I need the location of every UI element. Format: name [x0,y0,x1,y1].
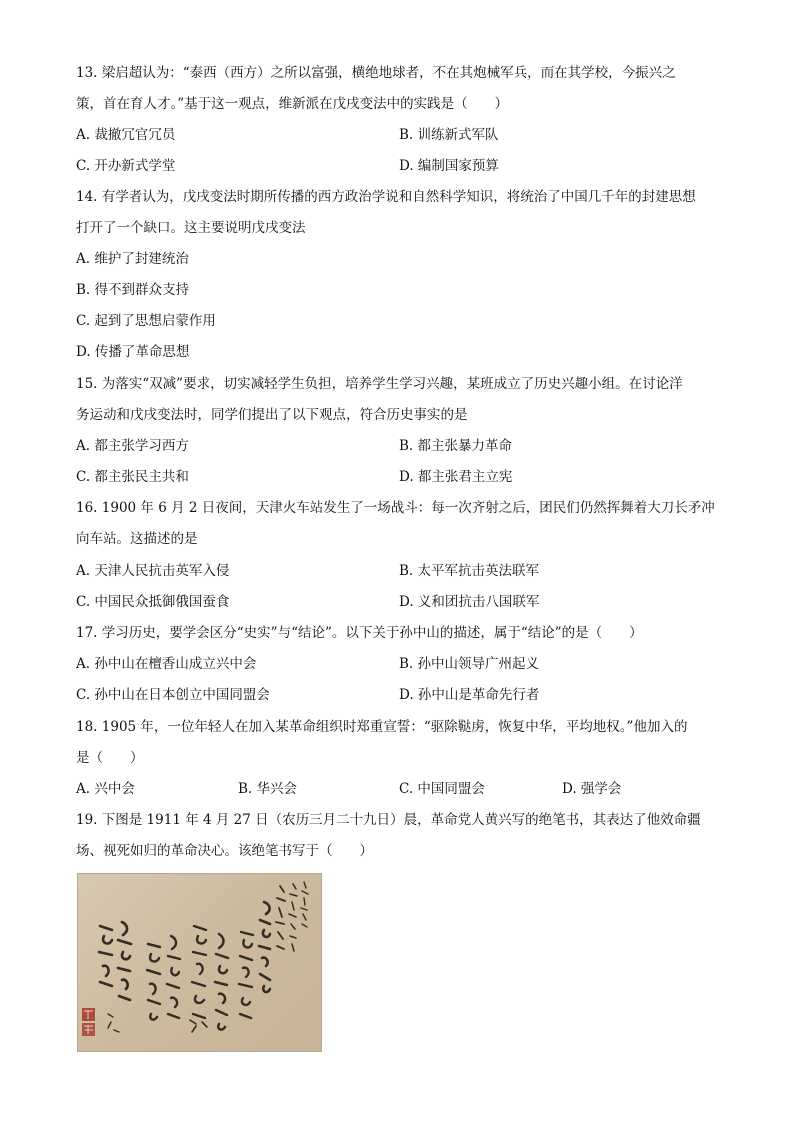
q16-option-c: C. 中国民众抵御俄国蚕食 [76,594,230,610]
q17-option-c: C. 孙中山在日本创立中国同盟会 [76,687,270,703]
q13-option-b: B. 训练新式军队 [399,127,499,143]
q13-option-c: C. 开办新式学堂 [76,158,176,174]
q18-option-c: C. 中国同盟会 [399,781,485,797]
q13-option-d: D. 编制国家预算 [399,158,499,174]
q13-option-a: A. 裁撤冗官冗员 [76,127,176,143]
q14-stem-line2: 打开了一个缺口。这主要说明戊戌变法 [76,220,306,236]
q18-option-d: D. 强学会 [562,781,622,797]
q15-stem-line1: 15. 为落实“双减”要求，切实减轻学生负担，培养学生学习兴趣，某班成立了历史兴趣小组。在讨论洋 [76,376,683,392]
q16-stem-line1: 16. 1900 年 6 月 2 日夜间，天津火车站发生了一场战斗：每一次齐射之后，团民们仍然挥舞着大刀长矛冲 [76,500,715,516]
q18-stem-line2: 是（ ） [76,750,144,766]
q14-option-c: C. 起到了思想启蒙作用 [76,313,216,329]
q14-stem-line1: 14. 有学者认为，戊戌变法时期所传播的西方政治学说和自然科学知识，将统治了中国几千年的封建思想 [76,189,696,205]
q15-option-b: B. 都主张暴力革命 [399,438,513,454]
q17-option-b: B. 孙中山领导广州起义 [399,656,540,672]
q19-stem-line1: 19. 下图是 1911 年 4 月 27 日（农历三月二十九日）晨，革命党人黄兴写的绝笔书，其表达了他效命疆 [76,812,701,828]
q17-option-d: D. 孙中山是革命先行者 [399,687,540,703]
q13-stem-line2: 策，首在育人才。”基于这一观点，维新派在戊戌变法中的实践是（ ） [76,96,509,112]
calligraphy-strokes [78,874,321,1051]
q15-option-d: D. 都主张君主立宪 [399,469,513,485]
q14-option-a: A. 维护了封建统治 [76,251,189,267]
q17-option-a: A. 孙中山在檀香山成立兴中会 [76,656,257,672]
calligraphy-image [77,873,322,1052]
q16-option-b: B. 太平军抗击英法联军 [399,563,540,579]
q17-stem-line1: 17. 学习历史，要学会区分“史实”与“结论”。以下关于孙中山的描述，属于“结论”的是（ ） [76,625,643,641]
q18-option-b: B. 华兴会 [238,781,298,797]
q18-stem-line1: 18. 1905 年，一位年轻人在加入某革命组织时郑重宣誓：“驱除鞑虏，恢复中华，平均地权。”他加入的 [76,719,688,735]
q15-option-a: A. 都主张学习西方 [76,438,189,454]
q15-option-c: C. 都主张民主共和 [76,469,189,485]
q16-stem-line2: 向车站。这描述的是 [76,531,198,547]
q16-option-d: D. 义和团抗击八国联军 [399,594,540,610]
q13-stem-line1: 13. 梁启超认为：“泰西（西方）之所以富强，横绝地球者，不在其炮械军兵，而在其学校，今振兴之 [76,65,676,81]
q19-stem-line2: 场、视死如归的革命决心。该绝笔书写于（ ） [76,843,373,859]
q18-option-a: A. 兴中会 [76,781,135,797]
q14-option-d: D. 传播了革命思想 [76,344,190,360]
q14-option-b: B. 得不到群众支持 [76,282,190,298]
q15-stem-line2: 务运动和戊戌变法时，同学们提出了以下观点，符合历史事实的是 [76,407,468,423]
q16-option-a: A. 天津人民抗击英军入侵 [76,563,230,579]
